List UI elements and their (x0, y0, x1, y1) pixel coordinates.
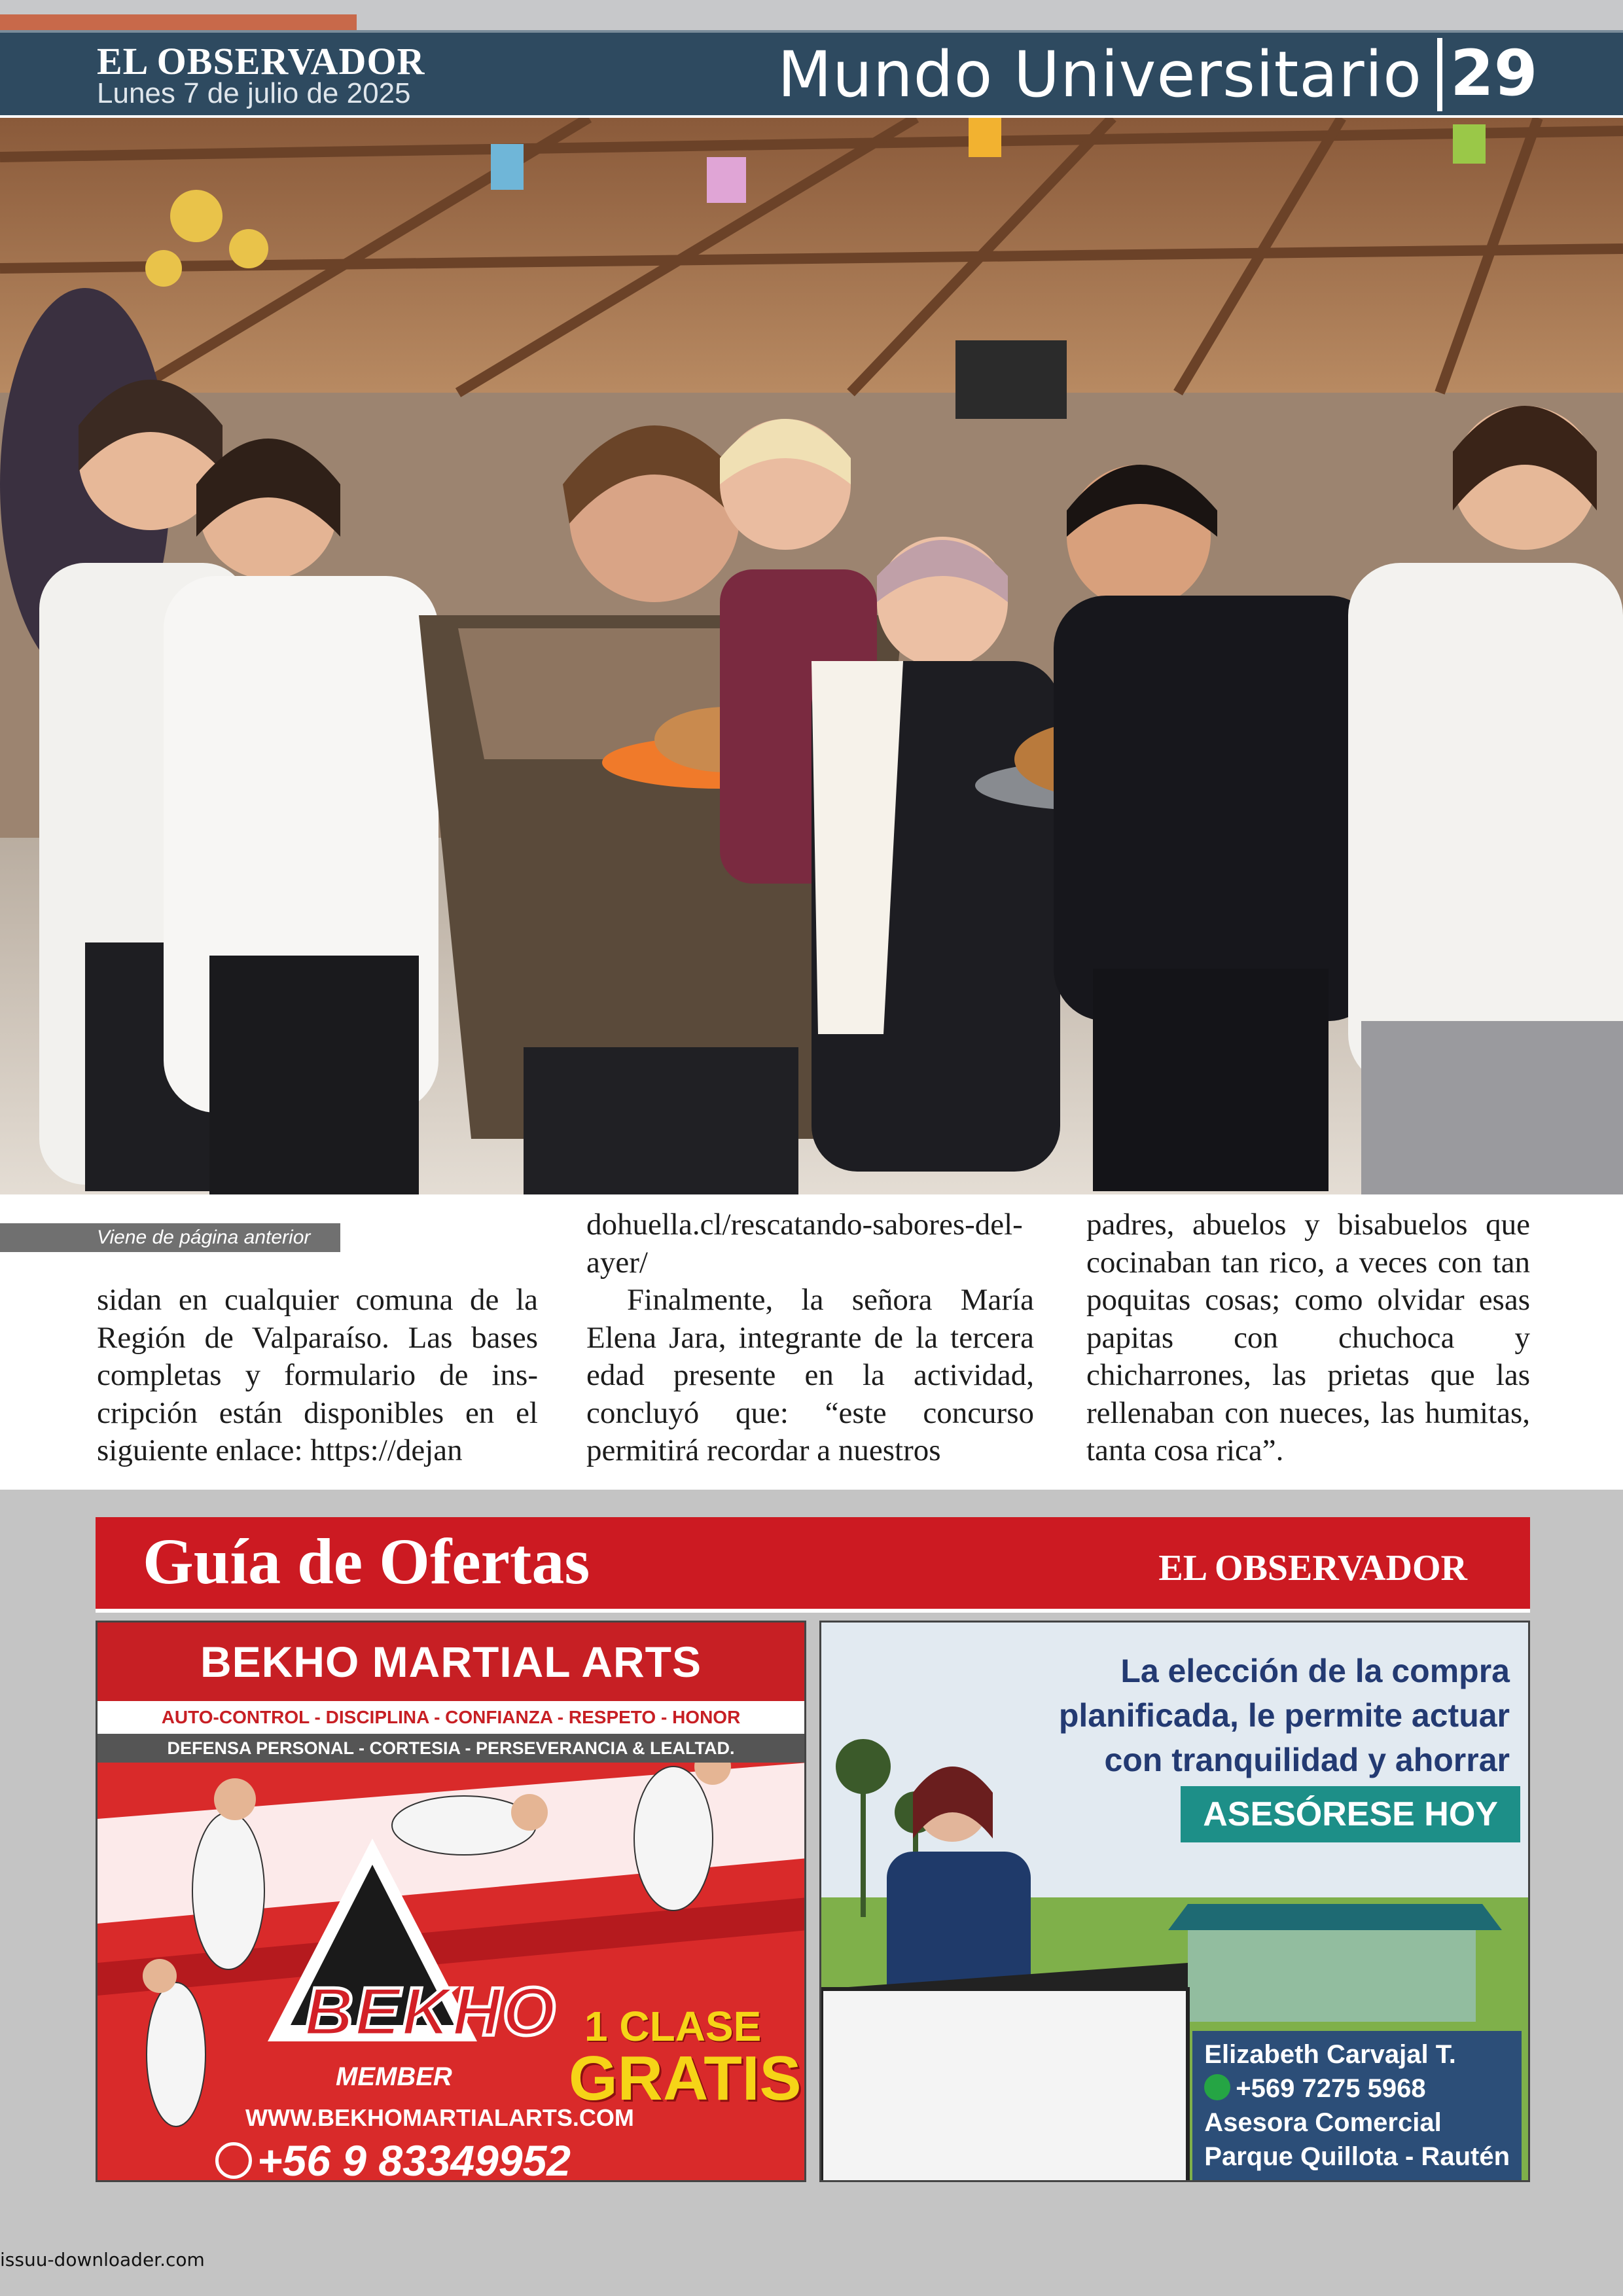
continued-label: Viene de página anterior (0, 1223, 340, 1252)
article-paragraph: sidan en cualquier comuna de la Región de Valparaíso. Las bases completas y formulario de inscripción están disponibles en el siguiente enlace: https://dejan (97, 1283, 538, 1467)
contact-role: Asesora Comercial (1204, 2108, 1442, 2137)
header-divider (1437, 38, 1442, 111)
section-title: Mundo Universitario (777, 38, 1422, 111)
footer-watermark: issuu-downloader.com (0, 2249, 205, 2270)
parque-headline: La elección de la compra planificada, le permite actuar con tranquilidad y ahorrar (1058, 1653, 1510, 1778)
contact-place: Parque Quillota - Rautén (1204, 2142, 1510, 2171)
bekho-values-2: DEFENSA PERSONAL - CORTESIA - PERSEVERANCIA & LEALTAD. (98, 1734, 804, 1763)
contact-name: Elizabeth Carvajal T. (1204, 2040, 1456, 2069)
parque-ad[interactable] (819, 1621, 1530, 2182)
issue-date: Lunes 7 de julio de 2025 (97, 77, 411, 109)
article-column-2 (586, 1206, 1034, 1470)
article-paragraph: Finalmente, la señora María Elena Jara, integrante de la tercera edad presente en la actividad, concluyó que: “este concurso permitirá recordar a nuestros (586, 1283, 1034, 1467)
top-accent-bar (0, 14, 357, 31)
page-number: 29 (1450, 37, 1538, 110)
guia-title: Guía de Ofertas (143, 1525, 590, 1598)
offer-line-1: 1 CLASE (584, 2003, 762, 2050)
group-photo-icon (0, 118, 1623, 1194)
asesorese-button[interactable]: ASESÓRESE HOY (1181, 1786, 1520, 1842)
bekho-phone[interactable] (215, 2136, 571, 2182)
bekho-ad[interactable] (96, 1621, 806, 2182)
newspaper-brand: EL OBSERVADOR (97, 40, 425, 82)
offer-line-2: GRATIS (569, 2043, 802, 2113)
group-photo (0, 118, 1623, 1194)
contact-phone-row[interactable] (1204, 2072, 1510, 2106)
contact-phone: +569 7275 5968 (1236, 2074, 1426, 2103)
guia-banner (96, 1517, 1530, 1613)
bekho-title: BEKHO MARTIAL ARTS (98, 1623, 804, 1701)
bekho-values-1: AUTO-CONTROL - DISCIPLINA - CONFIANZA - RESPETO - HONOR (98, 1701, 804, 1734)
article-column-1 (97, 1282, 538, 1470)
article-column-3 (1086, 1206, 1530, 1470)
parque-contact (1192, 2031, 1522, 2180)
member-badge: MEMBER (336, 2062, 452, 2091)
whatsapp-icon (1204, 2074, 1230, 2100)
whatsapp-icon (215, 2142, 252, 2179)
bekho-website[interactable]: WWW.BEKHOMARTIALARTS.COM (245, 2104, 634, 2131)
bekho-phone-number: +56 9 83349952 (257, 2136, 571, 2182)
article-paragraph: dohuella.cl/rescatando-sabores-del-ayer/ (586, 1208, 1023, 1280)
article-paragraph: padres, abuelos y bisabuelos que cocinaban tan rico, a veces con tan poquitas cosas; como olvidar esas papitas con chuchoca y chicharrones, las prietas que las rellenaban con nueces, las humitas, tanta cosa rica”. (1086, 1208, 1530, 1467)
page-header (0, 30, 1623, 115)
bekho-logo: BEKHO (304, 1974, 557, 2050)
guia-brand: EL OBSERVADOR (1158, 1548, 1467, 1588)
